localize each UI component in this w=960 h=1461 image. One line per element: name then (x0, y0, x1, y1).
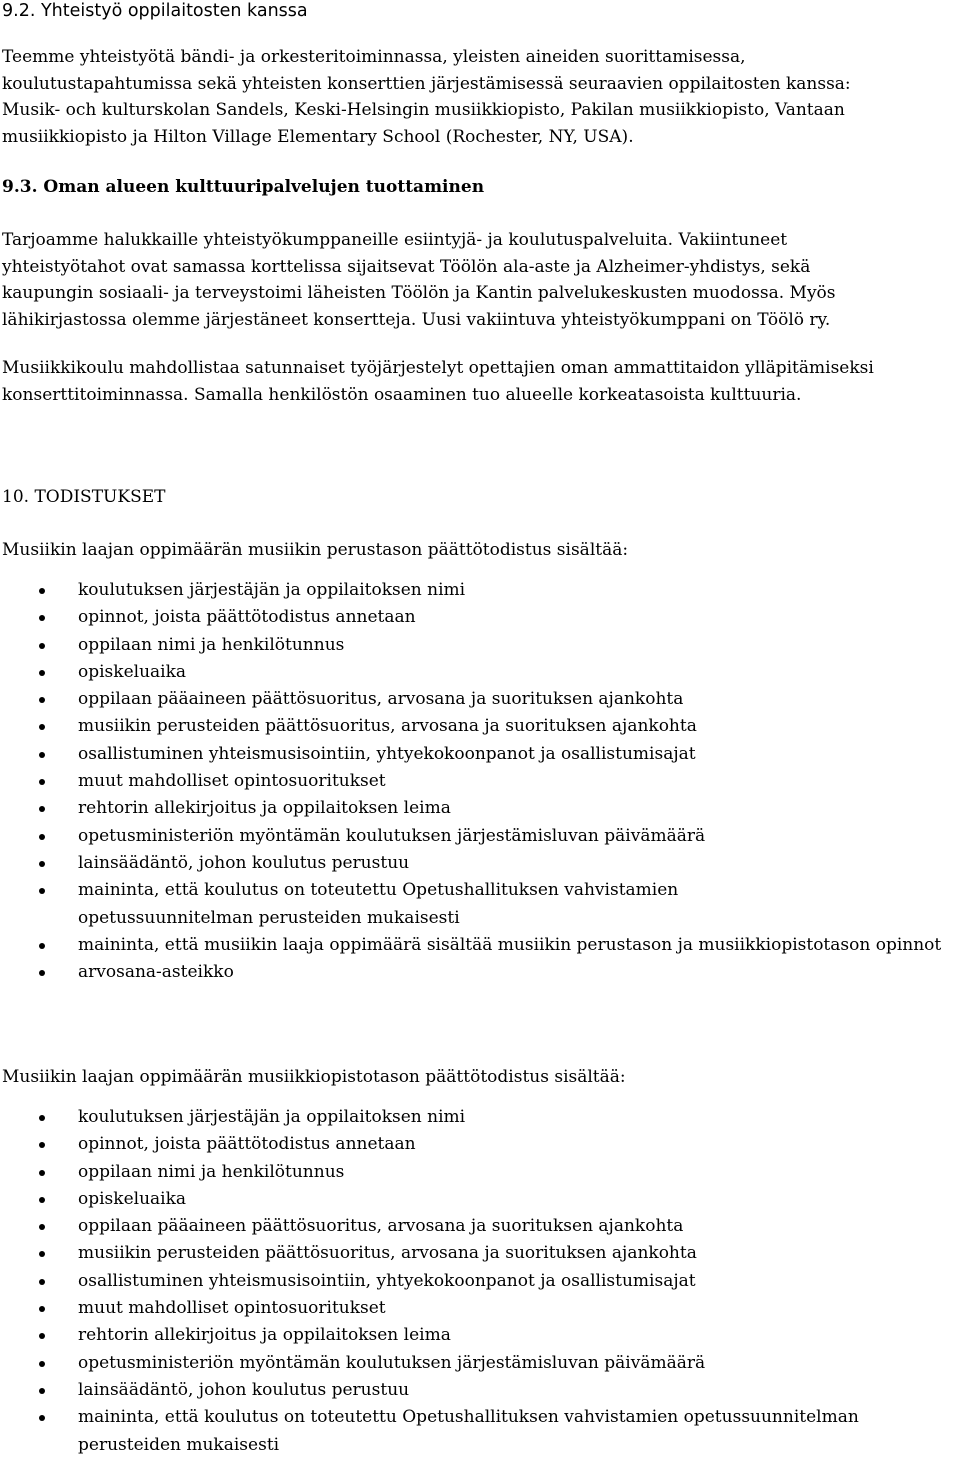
list-item: rehtorin allekirjoitus ja oppilaitoksen leima (0, 795, 938, 822)
list-item: opetusministeriön myöntämän koulutuksen järjestämisluvan päivämäärä (0, 1350, 938, 1377)
list-item: musiikin perusteiden päättösuoritus, arvosana ja suorituksen ajankohta (0, 1240, 938, 1267)
list-item: oppilaan pääaineen päättösuoritus, arvosana ja suorituksen ajankohta (0, 1213, 938, 1240)
paragraph-line: Musik- och kulturskolan Sandels, Keski-Helsingin musiikkiopisto, Pakilan musiikkiopisto, Vantaan (2, 100, 845, 121)
bullet-icon (39, 1333, 45, 1339)
bullet-icon (39, 724, 45, 730)
bullet-icon (39, 1251, 45, 1257)
bullet-icon (39, 943, 45, 949)
list-item: muut mahdolliset opintosuoritukset (0, 768, 938, 795)
list-item: opinnot, joista päättötodistus annetaan (0, 1131, 938, 1158)
bullet-icon (39, 643, 45, 649)
list-item: opetusministeriön myöntämän koulutuksen järjestämisluvan päivämäärä (0, 823, 938, 850)
section-9-3-paragraph-1 (2, 227, 836, 333)
list-item: opiskeluaika (0, 659, 938, 686)
section-9-3-paragraph-2 (2, 355, 874, 408)
list-item: oppilaan nimi ja henkilötunnus (0, 1159, 938, 1186)
bullet-icon (39, 1388, 45, 1394)
list-item: rehtorin allekirjoitus ja oppilaitoksen leima (0, 1322, 938, 1349)
list-item: osallistuminen yhteismusisointiin, yhtyekokoonpanot ja osallistumisajat (0, 1268, 938, 1295)
list-item: muut mahdolliset opintosuoritukset (0, 1295, 938, 1322)
paragraph-line: musiikkiopisto ja Hilton Village Elementary School (Rochester, NY, USA). (2, 126, 634, 147)
bullet-icon (39, 1115, 45, 1121)
section-9-3-heading: 9.3. Oman alueen kulttuuripalvelujen tuottaminen (2, 177, 485, 197)
section-10-heading: 10. TODISTUKSET (2, 487, 166, 507)
paragraph-line: Teemme yhteistyötä bändi- ja orkesteritoiminnassa, yleisten aineiden suorittamisessa, (2, 47, 746, 67)
bullet-icon (39, 1361, 45, 1367)
list-item: arvosana-asteikko (0, 959, 938, 986)
paragraph-line: Tarjoamme halukkaille yhteistyökumppaneille esiintyjä- ja koulutuspalveluita. Vakiintuneet (2, 230, 788, 250)
list-item: opinnot, joista päättötodistus annetaan (0, 604, 938, 631)
list-item: oppilaan pääaineen päättösuoritus, arvosana ja suorituksen ajankohta (0, 686, 938, 713)
bullet-icon (39, 1170, 45, 1176)
certificate-contents-list-advanced (0, 1104, 940, 1459)
bullet-icon (39, 1415, 45, 1421)
paragraph-line: kaupungin sosiaali- ja terveystoimi läheisten Töölön ja Kantin palvelukeskusten muodossa. Myös (2, 283, 836, 304)
list-item: maininta, että koulutus on toteutettu Opetushallituksen vahvistamien opetussuunnitelman perusteiden mukaisesti (0, 877, 738, 932)
paragraph-line: Musiikkikoulu mahdollistaa satunnaiset työjärjestelyt opettajien oman ammattitaidon ylläpitämiseksi (2, 358, 874, 378)
paragraph-line: yhteistyötahot ovat samassa korttelissa sijaitsevat Töölön ala-aste ja Alzheimer-yhdistys, sekä (2, 256, 811, 277)
list-item: osallistuminen yhteismusisointiin, yhtyekokoonpanot ja osallistumisajat (0, 741, 938, 768)
bullet-icon (39, 670, 45, 676)
list-item: maininta, että musiikin laaja oppimäärä sisältää musiikin perustason ja musiikkiopistotason opinnot (0, 932, 958, 959)
certificate-contents-list-basic (0, 577, 958, 986)
bullet-icon (39, 888, 45, 894)
paragraph-line: konserttitoiminnassa. Samalla henkilöstön osaaminen tuo alueelle korkeatasoista kulttuuria. (2, 384, 802, 405)
section-9-2-paragraph (2, 44, 851, 150)
bullet-icon (39, 588, 45, 594)
bullet-icon (39, 1306, 45, 1312)
list-item: lainsäädäntö, johon koulutus perustuu (0, 850, 938, 877)
list-item: lainsäädäntö, johon koulutus perustuu (0, 1377, 938, 1404)
bullet-icon (39, 970, 45, 976)
paragraph-line: lähikirjastossa olemme järjestäneet konsertteja. Uusi vakiintuva yhteistyökumppani on Töölö ry. (2, 309, 831, 330)
list-item: opiskeluaika (0, 1186, 938, 1213)
list-2-intro: Musiikin laajan oppimäärän musiikkiopistotason päättötodistus sisältää: (2, 1067, 626, 1087)
section-9-2-heading: 9.2. Yhteistyö oppilaitosten kanssa (2, 1, 308, 21)
bullet-icon (39, 834, 45, 840)
bullet-icon (39, 1142, 45, 1148)
bullet-icon (39, 1224, 45, 1230)
bullet-icon (39, 861, 45, 867)
bullet-icon (39, 779, 45, 785)
list-item: koulutuksen järjestäjän ja oppilaitoksen nimi (0, 1104, 938, 1131)
list-item: oppilaan nimi ja henkilötunnus (0, 632, 938, 659)
list-1-intro: Musiikin laajan oppimäärän musiikin perustason päättötodistus sisältää: (2, 540, 629, 560)
bullet-icon (39, 1279, 45, 1285)
paragraph-line: koulutustapahtumissa sekä yhteisten konserttien järjestämisessä seuraavien oppilaitosten kanssa: (2, 73, 851, 94)
bullet-icon (39, 697, 45, 703)
list-item: musiikin perusteiden päättösuoritus, arvosana ja suorituksen ajankohta (0, 713, 938, 740)
bullet-icon (39, 615, 45, 621)
bullet-icon (39, 752, 45, 758)
list-item: maininta, että koulutus on toteutettu Opetushallituksen vahvistamien opetussuunnitelman perusteiden mukaisesti (0, 1404, 940, 1459)
list-item: koulutuksen järjestäjän ja oppilaitoksen nimi (0, 577, 938, 604)
bullet-icon (39, 1197, 45, 1203)
bullet-icon (39, 806, 45, 812)
